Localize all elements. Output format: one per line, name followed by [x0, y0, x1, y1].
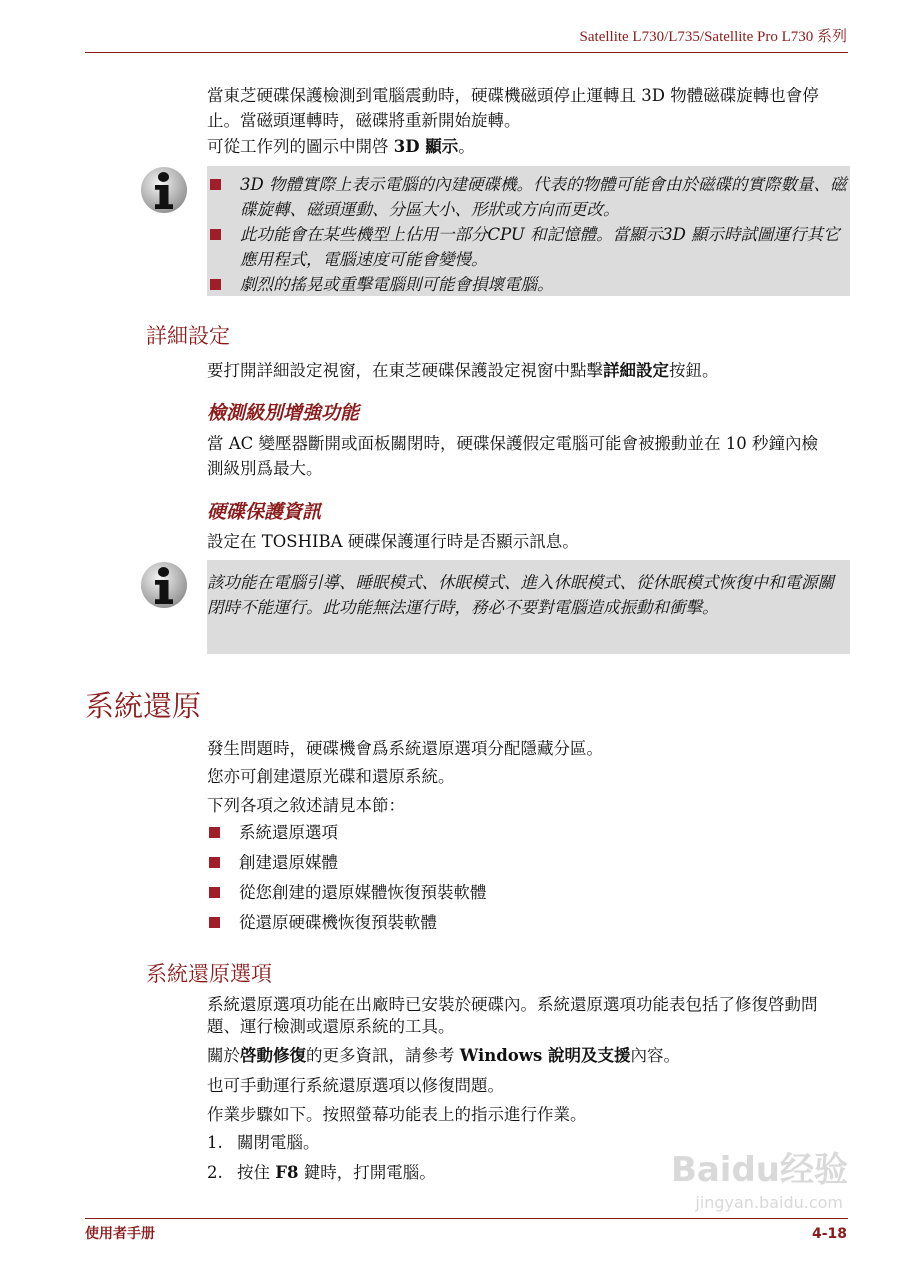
- page-number: 4-18: [811, 1226, 847, 1242]
- step-item: 2. 按住 F8 鍵時，打開電腦。: [207, 1163, 436, 1182]
- list-item: 從您創建的還原媒體恢復預裝軟體: [207, 878, 847, 908]
- list-item: 系統還原選項: [207, 818, 847, 848]
- step-item: 1. 關閉電腦。: [207, 1133, 320, 1152]
- bullet-icon: [210, 279, 221, 290]
- bullet-icon: [209, 887, 220, 898]
- subsection-heading: 檢測級別增強功能: [207, 402, 360, 424]
- bullet-icon: [209, 857, 220, 868]
- footer-title: 使用者手册: [85, 1226, 155, 1242]
- paragraph: 當東芝硬碟保護檢測到電腦震動時，硬碟機磁頭停止運轉且 3D 物體磁碟旋轉也會停止。當磁頭運轉時，磁碟將重新開始旋轉。: [207, 86, 819, 130]
- note-box: 該功能在電腦引導、睡眠模式、休眠模式、進入休眠模式、從休眠模式恢復中和電源關閉時不能運行。此功能無法運行時，務必不要對電腦造成振動和衝擊。: [207, 560, 850, 654]
- bullet-list: [207, 818, 847, 938]
- note-item: 此功能會在某些機型上佔用一部分CPU 和記憶體。當顯示3D 顯示時試圖運行其它應用程式，電腦速度可能會變慢。: [207, 222, 850, 272]
- bullet-icon: [209, 917, 220, 928]
- info-icon: [141, 562, 187, 608]
- bullet-icon: [210, 229, 221, 240]
- footer-rule: [85, 1218, 848, 1219]
- paragraph: 要打開詳細設定視窗，在東芝硬碟保護設定視窗中點擊詳細設定按鈕。: [207, 361, 719, 380]
- bullet-icon: [209, 827, 220, 838]
- list-item: 創建還原媒體: [207, 848, 847, 878]
- page-header: Satellite L730/L735/Satellite Pro L730 系列: [579, 29, 847, 45]
- paragraph: 可從工作列的圖示中開啓 3D 顯示。: [207, 137, 475, 156]
- note-item: 劇烈的搖晃或重擊電腦則可能會損壞電腦。: [207, 272, 850, 297]
- paragraph: 作業步驟如下。按照螢幕功能表上的指示進行作業。: [207, 1105, 587, 1124]
- bullet-icon: [210, 179, 221, 190]
- section-heading: 系統還原選項: [146, 962, 272, 986]
- paragraph: 關於啓動修復的更多資訊，請參考 Windows 說明及支援內容。: [207, 1046, 681, 1065]
- note-item: 3D 物體實際上表示電腦的內建硬碟機。代表的物體可能會由於磁碟的實際數量、磁碟旋轉、磁頭運動、分區大小、形狀或方向而更改。: [207, 172, 850, 222]
- note-box: [207, 166, 850, 296]
- paragraph: 發生問題時，硬碟機會爲系統還原選項分配隱藏分區。: [207, 739, 603, 758]
- paragraph: 您亦可創建還原光碟和還原系統。: [207, 767, 455, 786]
- subsection-heading: 硬碟保護資訊: [207, 501, 322, 523]
- paragraph: 當 AC 變壓器斷開或面板關閉時，硬碟保護假定電腦可能會被搬動並在 10 秒鐘內檢測級別爲最大。: [207, 434, 819, 478]
- watermark-url: jingyan.baidu.com: [695, 1193, 843, 1212]
- list-item: 從還原硬碟機恢復預裝軟體: [207, 908, 847, 938]
- watermark-logo: Baidu经验: [670, 1150, 848, 1190]
- paragraph: 也可手動運行系統還原選項以修復問題。: [207, 1076, 504, 1095]
- info-icon: [141, 167, 187, 213]
- paragraph: 設定在 TOSHIBA 硬碟保護運行時是否顯示訊息。: [207, 532, 579, 551]
- step-list: [207, 1128, 607, 1188]
- header-rule: [85, 52, 848, 53]
- section-heading: 詳細設定: [146, 324, 230, 348]
- paragraph: 系統還原選項功能在出廠時已安裝於硬碟內。系統還原選項功能表包括了修復啓動問題、運行檢測或還原系統的工具。: [207, 995, 818, 1036]
- paragraph: 下列各項之敘述請見本節：: [207, 796, 405, 815]
- chapter-heading: 系統還原: [85, 689, 202, 723]
